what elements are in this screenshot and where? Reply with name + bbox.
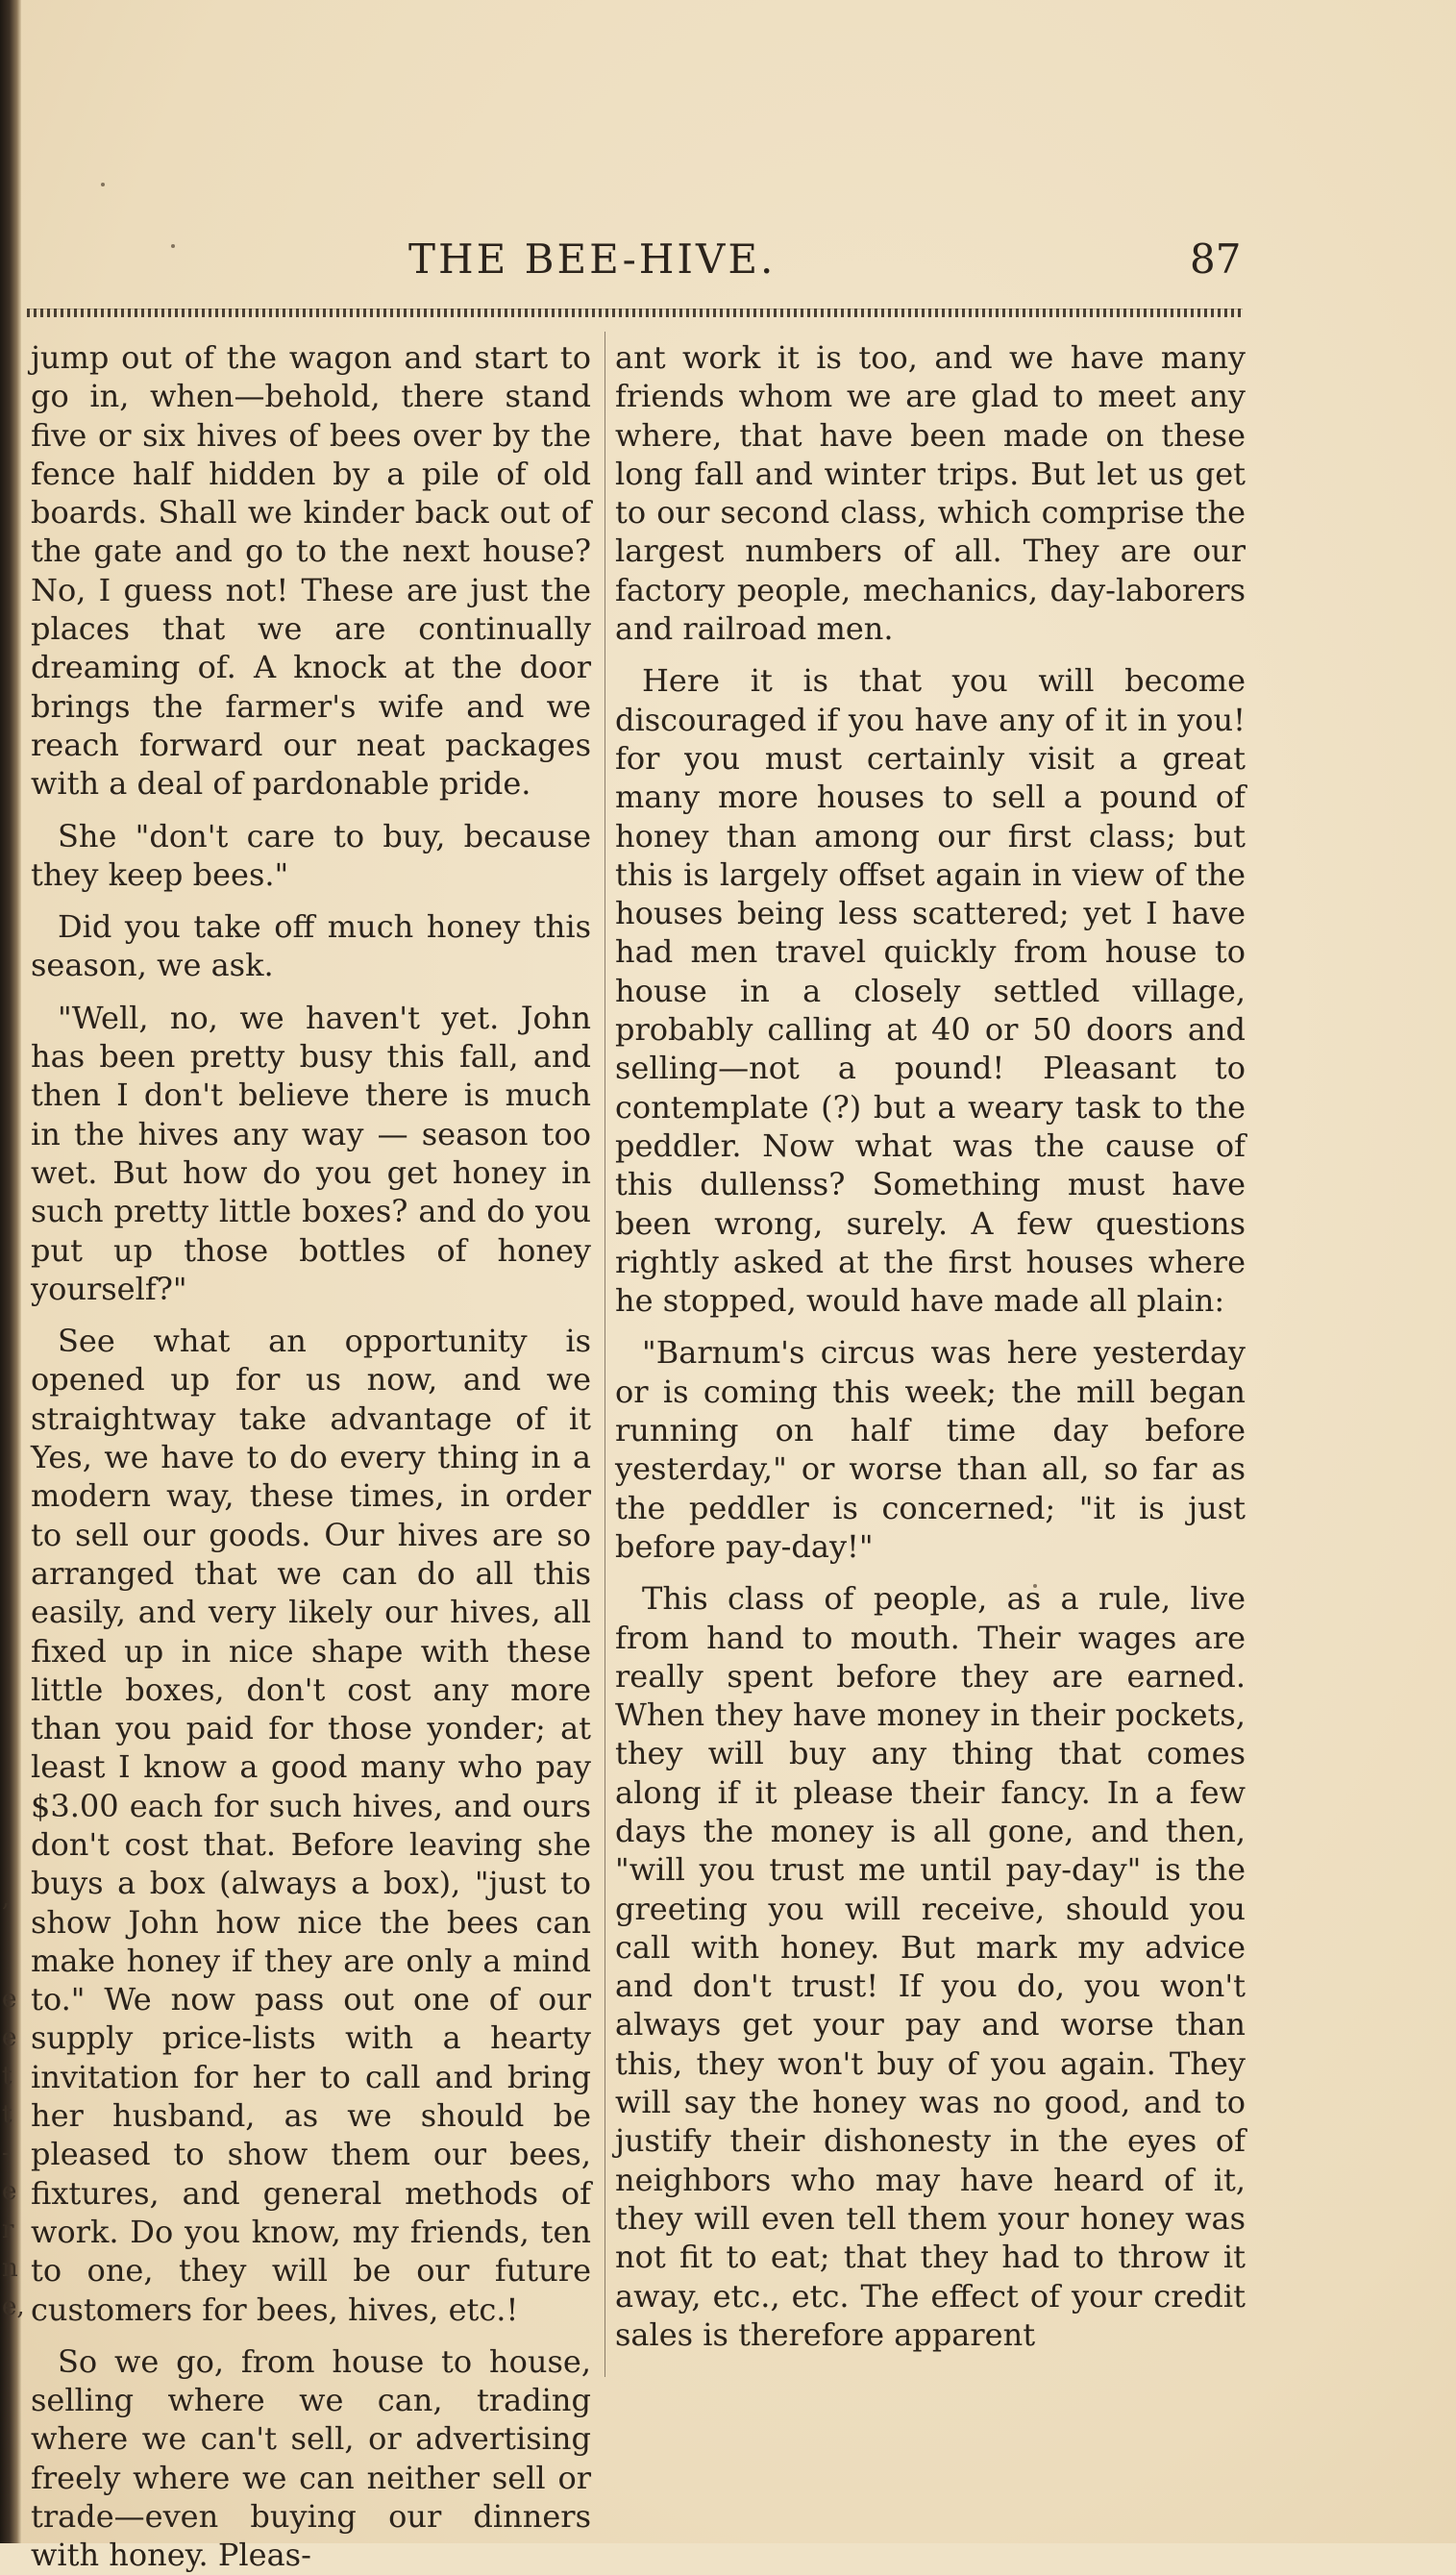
paragraph: So we go, from house to house, selling where we can, trading where we can't sell, or advertising freely where we can neither sell or trade—even buying our dinners with honey. Pleas- [31, 2342, 591, 2574]
margin-fragment: , [2, 1884, 11, 1913]
paragraph: She "don't care to buy, because they keep bees." [31, 817, 591, 893]
page-header [0, 235, 1456, 293]
margin-fragment: e [2, 1985, 17, 2014]
paper-speck [101, 183, 105, 186]
page-number: 87 [1190, 235, 1242, 283]
ornamental-rule [27, 309, 1243, 317]
margin-fragment: r [2, 2216, 14, 2244]
margin-fragment: t [2, 2062, 12, 2091]
paragraph: This class of people, as a rule, live from hand to mouth. Their wages are really spent before they are earned. When they have money in their pockets, they will buy any thing that comes along if it please their fancy. In a few days the money is all gone, and then, "will you trust me until pay-day" is the greeting you will receive, should you call with honey. But mark my advice and don't trust! If you do, you won't always get your pay and worse than this, they won't buy of you again. They will say the honey was no good, and to justify their dishonesty in the eyes of neighbors who may have heard of it, they will even tell them your honey was not fit to eat; that they had to throw it away, etc., etc. The effect of your credit sales is therefore apparent [615, 1580, 1246, 2353]
margin-fragment: e, [2, 2292, 25, 2321]
paragraph: "Barnum's circus was here yesterday or is coming this week; the mill began running on half time day before yesterday," or worse than all, so far as the peddler is concerned; "it is just before pay-day!" [615, 1334, 1246, 1565]
margin-fragment: n [2, 2254, 18, 2283]
right-column [615, 338, 1246, 2376]
paragraph: Did you take off much honey this season, we ask. [31, 908, 591, 984]
paragraph: Here it is that you will become discouraged if you have any of it in you! for you must certainly visit a great many more houses to sell a pound of honey than among our first class; but this is largely offset again in view of the houses being less scattered; yet I have had men travel quickly from house to house in a closely settled village, probably calling at 40 or 50 doors and selling—not a pound! Pleasant to contemplate (?) but a weary task to the peddler. Now what was the cause of this dullenss? Something must have been wrong, surely. A few questions rightly asked at the first houses where he stopped, would have made all plain: [615, 662, 1246, 1320]
paragraph: ant work it is too, and we have many friends whom we are glad to meet any where, that have been made on these long fall and winter trips. But let us get to our second class, which comprise the largest numbers of all. They are our factory people, mechanics, day-laborers and railroad men. [615, 339, 1246, 648]
margin-fragment: e [2, 2023, 17, 2052]
margin-fragment: e [2, 2177, 17, 2206]
paragraph: jump out of the wagon and start to go in, when—behold, there stand five or six hives of bees over by the fence half hidden by a pile of old boards. Shall we kinder back out of the gate and go to the next house? No, I guess not! These are just the places that we are continually dreaming of. A knock at the door brings the farmer's wife and we reach forward our neat packages with a deal of pardonable pride. [31, 339, 591, 803]
paragraph: "Well, no, we haven't yet. John has been pretty busy this fall, and then I don't believe there is much in the hives any way — season too wet. But how do you get honey in such pretty little boxes? and do you put up those bottles of honey yourself?" [31, 999, 591, 1307]
paragraph: See what an opportunity is opened up for us now, and we straightway take advantage of it Yes, we have to do every thing in a modern way, these times, in order to sell our goods. Our hives are so arranged that we can do all this easily, and very likely our hives, all fixed up in nice shape with these little boxes, don't cost any more than you paid for those yonder; at least I know a good many who pay $3.00 each for such hives, and ours don't cost that. Before leaving she buys a box (always a box), "just to show John how nice the bees can make honey if they are only a mind to." We now pass out one of our supply price-lists with a hearty invitation for her to call and bring her husband, as we should be pleased to show them our bees, fixtures, and general methods of work. Do you know, my friends, ten to one, they will be our future customers for bees, hives, etc.! [31, 1323, 591, 2328]
running-title: THE BEE-HIVE. [408, 235, 777, 283]
margin-fragment: - [2, 2139, 11, 2167]
left-column [31, 338, 591, 2574]
margin-fragment: t [2, 2100, 12, 2129]
